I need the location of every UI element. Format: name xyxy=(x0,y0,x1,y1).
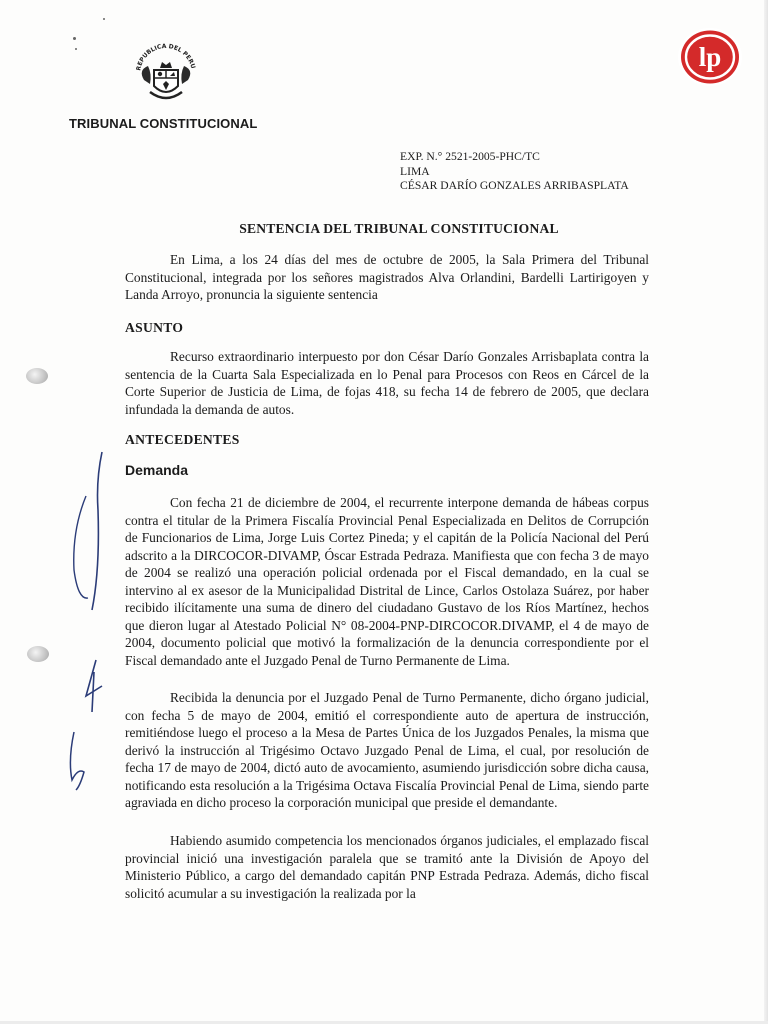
scan-speck xyxy=(75,48,77,50)
coat-of-arms-seal-icon xyxy=(130,40,202,110)
demanda-heading: Demanda xyxy=(125,462,189,478)
case-city: LIMA xyxy=(400,164,430,178)
svg-text:lp: lp xyxy=(698,42,722,72)
antecedentes-heading: ANTECEDENTES xyxy=(125,432,240,447)
asunto-heading: ASUNTO xyxy=(125,320,184,335)
intro-paragraph: En Lima, a los 24 días del mes de octubre de 2005, la Sala Primera del Tribunal Constitucional, integrada por los señores magistrados Alva Orlandini, Bardelli Lartirigoyen y Landa Arroyo, pronuncia la siguiente sentencia xyxy=(125,252,649,302)
demanda-paragraph-1: Con fecha 21 de diciembre de 2004, el recurrente interpone demanda de hábeas corpus contra el titular de la Primera Fiscalía Provincial Penal Especializada en Delitos de Corrupción de Funcionarios de Lima, Jorge Luis Cortez Pineda; y el capitán de la Policía Nacional del Perú adscrito a la DIRCOCOR-DIVAMP, Óscar Estrada Pedraza. Manifiesta que con fecha 3 de mayo de 2004 se realizó una operación policial ordenada por el Fiscal demandado, en la cual se intervino al ex asesor de la Municipalidad Distrital de Lince, Carlos Ostolaza Suárez, por haber recibido ilícitamente una suma de dinero del ciudadano Gustavo de los Ríos Martínez, hechos que dieron lugar al Atestado Policial N° 08-2004-PNP-DIRCOCOR.DIVAMP, el 4 de mayo de 2004, documento policial que motivó la formalización de la denuncia correspondiente por el Fiscal demandado ante el Juzgado Penal de Turno Permanente de Lima. xyxy=(125,495,649,668)
court-name: TRIBUNAL CONSTITUCIONAL xyxy=(69,116,258,131)
document-title: SENTENCIA DEL TRIBUNAL CONSTITUCIONAL xyxy=(239,221,559,236)
case-info-block xyxy=(400,150,629,194)
demanda-paragraph-2: Recibida la denuncia por el Juzgado Penal de Turno Permanente, dicho órgano judicial, con fecha 5 de mayo de 2004, emitió el correspondiente auto de apertura de instrucción, remitiéndose luego el proceso a la Mesa de Partes Única de los Juzgados Penales, la misma que derivó la instrucción al Trigésimo Octavo Juzgado Penal de Lima, el cual, por resolución de fecha 17 de mayo de 2004, dictó auto de avocamiento, asumiendo jurisdicción sobre dicha causa, notificando esta resolución a la Trigésima Octava Fiscalía Provincial Penal de Lima, siendo parte agraviada en dicho proceso la corporación municipal que preside el demandante. xyxy=(125,690,649,810)
demanda-paragraph-3: Habiendo asumido competencia los mencionados órganos judiciales, el emplazado fiscal provincial inició una investigación paralela que se tramitó ante la División de Apoyo del Ministerio Público, a cargo del demandado capitán PNP Estrada Pedraza. Además, dicho fiscal solicitó acumular a su investigación la realizada por la xyxy=(125,833,649,901)
expediente-number: EXP. N.° 2521-2005-PHC/TC xyxy=(400,150,540,163)
lp-logo-icon xyxy=(676,26,744,88)
scan-speck xyxy=(103,18,105,20)
punch-hole xyxy=(27,646,49,662)
scan-speck xyxy=(73,37,76,40)
punch-hole xyxy=(26,368,48,384)
asunto-paragraph: Recurso extraordinario interpuesto por don César Darío Gonzales Arrisbaplata contra la sentencia de la Cuarta Sala Especializada en lo Penal para Procesos con Reos en Cárcel de la Corte Superior de Justicia de Lima, de fojas 418, su fecha 14 de febrero de 2005, que declara infundada la demanda de autos. xyxy=(125,349,649,417)
page-edge xyxy=(764,0,768,1024)
case-party: CÉSAR DARÍO GONZALES ARRIBASPLATA xyxy=(400,179,629,192)
svg-text:REPUBLICA DEL PERU: REPUBLICA DEL PERU xyxy=(135,42,197,72)
handwritten-annotations xyxy=(52,450,122,810)
